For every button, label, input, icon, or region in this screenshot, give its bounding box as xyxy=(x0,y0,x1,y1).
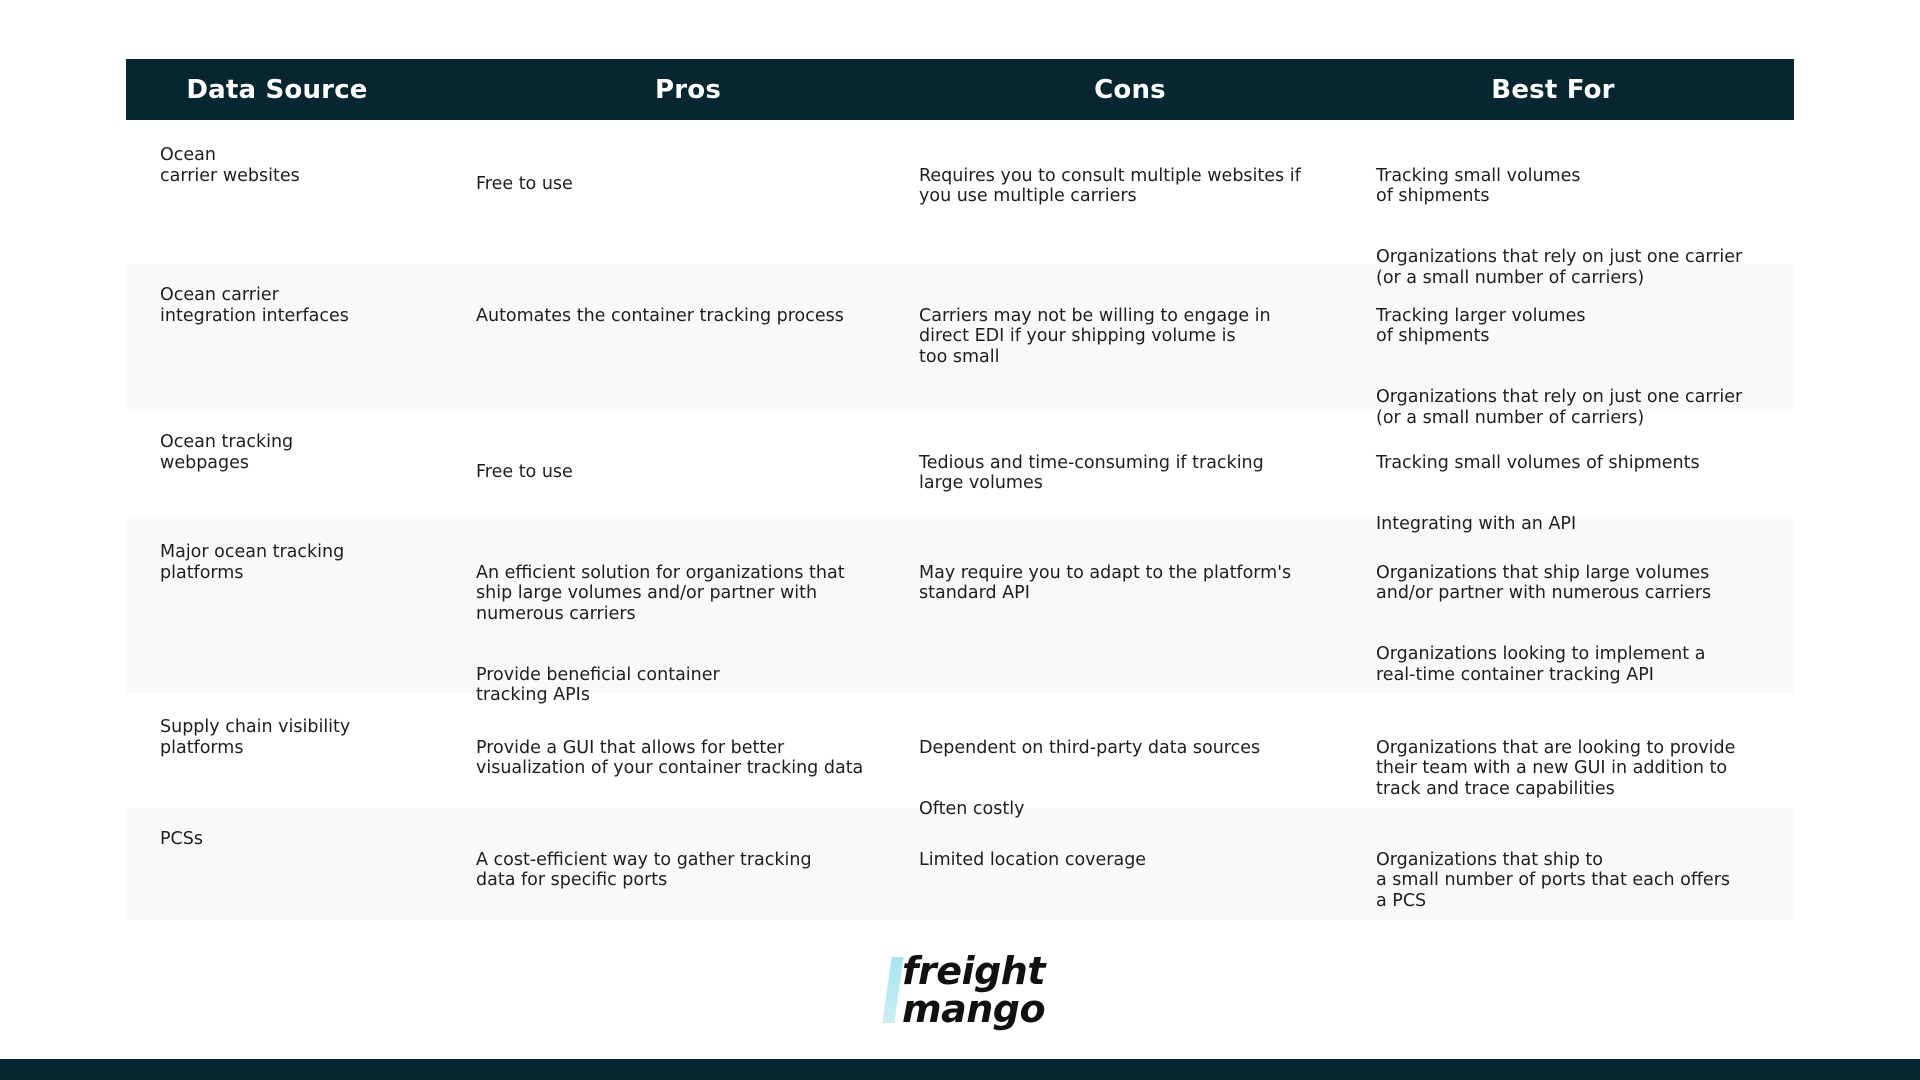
cell-text: Automates the container tracking process xyxy=(476,305,844,326)
logo-line-1: freight xyxy=(902,949,1045,993)
cell-pros xyxy=(476,145,919,215)
cell-text: Organizations looking to implement a real-time container tracking API xyxy=(1376,644,1706,685)
cell-text: Provide beneficial container tracking APIs xyxy=(476,664,720,705)
cell-best-for xyxy=(1376,542,1794,706)
cell-source: Ocean carrier websites xyxy=(160,145,300,186)
cell-text: Limited location coverage xyxy=(919,849,1147,870)
cell-text: Requires you to consult multiple websites if you use multiple carriers xyxy=(919,165,1301,206)
cell-text: Organizations that ship large volumes and/or partner with numerous carriers xyxy=(1376,562,1712,603)
cell-best-for xyxy=(1376,829,1794,932)
cell-text: Organizations that rely on just one carrier (or a small number of carriers) xyxy=(1376,247,1743,288)
cell-text: Tracking small volumes of shipments xyxy=(1376,165,1581,206)
cell-best-for xyxy=(1376,432,1794,555)
footer-band xyxy=(0,1059,1920,1080)
logo-line-2: mango xyxy=(902,987,1046,1031)
cell-text: Carriers may not be willing to engage in direct EDI if your shipping volume is too small xyxy=(919,305,1271,367)
cell-source: Supply chain visibility platforms xyxy=(160,717,351,758)
cell-cons xyxy=(919,717,1376,840)
table-row xyxy=(126,519,1794,705)
cell-text: Provide a GUI that allows for better visualization of your container tracking data xyxy=(476,737,864,778)
cell-source: PCSs xyxy=(160,829,203,849)
cell-text: Free to use xyxy=(476,461,573,482)
cell-cons xyxy=(919,542,1376,624)
cell-text: Organizations that are looking to provide their team with a new GUI in addition to track and trace capabilities xyxy=(1376,737,1736,799)
cell-cons xyxy=(919,285,1376,388)
cell-text: Tracking larger volumes of shipments xyxy=(1376,305,1586,346)
cell-text: Tracking small volumes of shipments xyxy=(1376,452,1700,473)
cell-text: Dependent on third-party data sources xyxy=(919,737,1261,758)
cell-pros xyxy=(476,432,919,503)
freight-mango-logo xyxy=(882,949,1046,1032)
cell-source: Major ocean tracking platforms xyxy=(160,542,345,583)
cell-text: A cost-efficient way to gather tracking data for specific ports xyxy=(476,849,812,890)
comparison-table xyxy=(126,59,1794,920)
header-best-for: Best For xyxy=(1491,74,1615,105)
cell-best-for xyxy=(1376,717,1794,820)
cell-source: Ocean carrier integration interfaces xyxy=(160,285,349,326)
cell-best-for xyxy=(1376,145,1794,309)
table-row xyxy=(126,264,1794,428)
cell-text: Integrating with an API xyxy=(1376,513,1577,534)
cell-text: May require you to adapt to the platform's standard API xyxy=(919,562,1292,603)
cell-pros xyxy=(476,285,919,347)
logo-accent-bar xyxy=(882,957,903,1023)
header-pros: Pros xyxy=(654,74,722,105)
cell-text: Tedious and time-consuming if tracking large volumes xyxy=(919,452,1264,493)
cell-source: Ocean tracking webpages xyxy=(160,432,294,473)
cell-text: An efficient solution for organizations that ship large volumes and/or partner with numerous carriers xyxy=(476,562,845,624)
cell-text: Often costly xyxy=(919,798,1025,819)
logo-wordmark xyxy=(902,949,1046,1031)
cell-best-for xyxy=(1376,285,1794,449)
cell-cons xyxy=(919,145,1376,227)
cell-text: Free to use xyxy=(476,173,573,194)
cell-cons xyxy=(919,432,1376,514)
cell-text: Organizations that ship to a small number of ports that each offers a PCS xyxy=(1376,849,1731,911)
table-header xyxy=(126,59,1794,120)
table-row xyxy=(126,120,1794,288)
cell-pros xyxy=(476,542,919,726)
header-data-source: Data Source xyxy=(186,74,368,105)
cell-pros xyxy=(476,829,919,911)
cell-cons xyxy=(919,829,1376,891)
cell-pros xyxy=(476,717,919,799)
table-row xyxy=(126,694,1794,819)
cell-text: Organizations that rely on just one carrier (or a small number of carriers) xyxy=(1376,387,1743,428)
header-cons: Cons xyxy=(1094,74,1166,105)
